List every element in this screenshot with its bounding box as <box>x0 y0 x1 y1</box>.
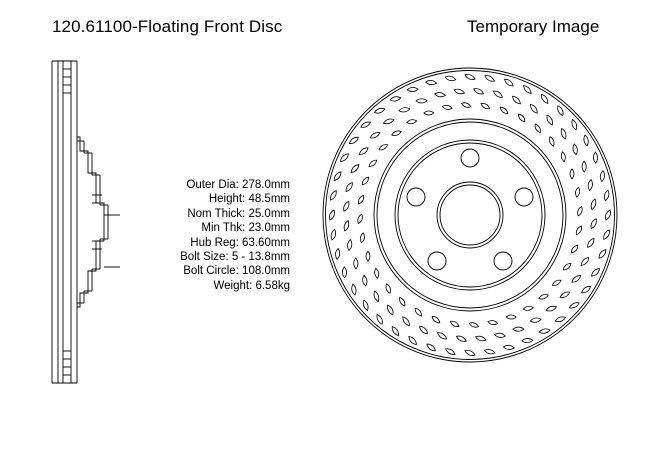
page-title: 120.61100-Floating Front Disc <box>52 17 283 36</box>
spec-bolt-size: Bolt Size: 5 - 13.8mm <box>180 251 290 264</box>
spec-hub-reg: Hub Reg: 63.60mm <box>190 236 290 249</box>
spec-bolt-circle: Bolt Circle: 108.0mm <box>183 265 290 278</box>
spec-height: Height: 48.5mm <box>208 193 290 206</box>
spec-min-thk: Min Thk: 23.0mm <box>201 222 290 235</box>
spec-outer-dia: Outer Dia: 278.0mm <box>186 179 290 191</box>
spec-weight: Weight: 6.58kg <box>213 279 290 292</box>
temporary-image-label: Temporary Image <box>467 17 600 36</box>
face-view-svg <box>320 55 620 375</box>
brake-rotor-cross-section <box>30 55 150 395</box>
spec-nom-thick: Nom Thick: 25.0mm <box>187 207 290 220</box>
brake-rotor-face-view <box>320 55 620 375</box>
cross-section-svg <box>30 55 150 395</box>
